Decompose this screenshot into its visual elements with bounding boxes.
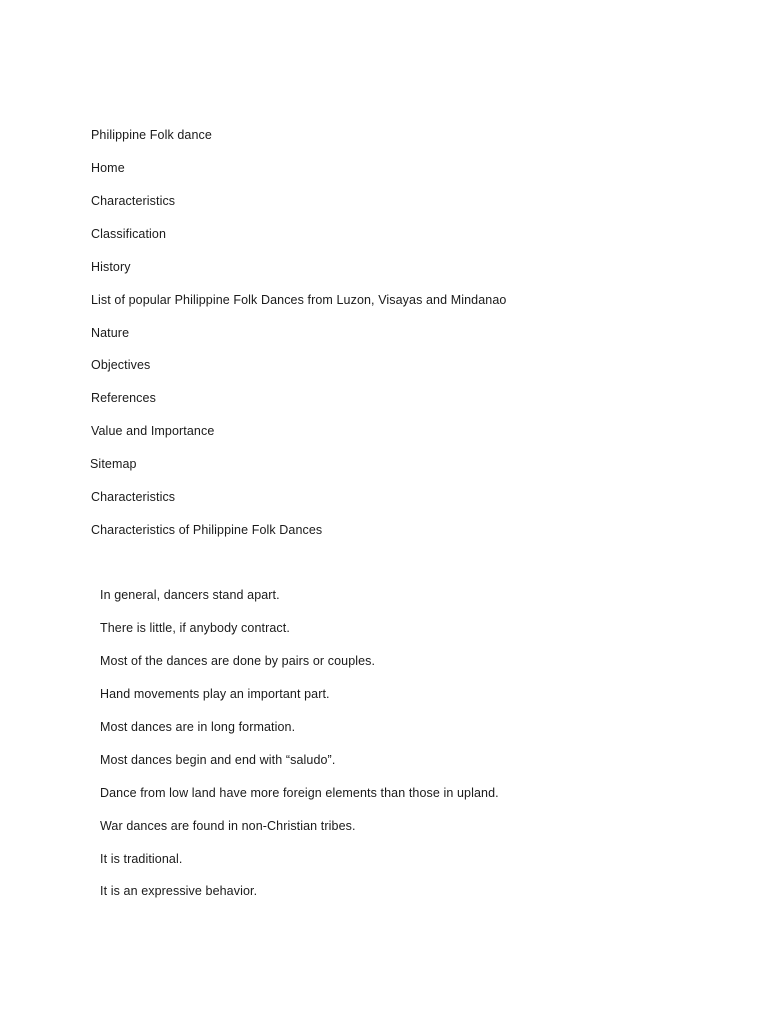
nav-item-classification[interactable]: Classification bbox=[91, 227, 167, 241]
nav-item-references[interactable]: References bbox=[91, 391, 156, 405]
list-item: It is an expressive behavior. bbox=[100, 884, 258, 898]
list-item: In general, dancers stand apart. bbox=[100, 588, 280, 602]
list-item: It is traditional. bbox=[100, 852, 183, 866]
nav-item-list-of-dances[interactable]: List of popular Philippine Folk Dances from Luzon, Visayas and Mindanao bbox=[91, 293, 507, 307]
list-item: Most of the dances are done by pairs or couples. bbox=[100, 654, 376, 668]
list-item: Most dances begin and end with “saludo”. bbox=[100, 753, 336, 767]
nav-item-objectives[interactable]: Objectives bbox=[91, 358, 151, 372]
list-item: Dance from low land have more foreign elements than those in upland. bbox=[100, 786, 499, 800]
list-item: Hand movements play an important part. bbox=[100, 687, 330, 701]
section-heading: Characteristics of Philippine Folk Dances bbox=[91, 523, 323, 537]
site-title: Philippine Folk dance bbox=[91, 128, 212, 142]
nav-item-home[interactable]: Home bbox=[91, 161, 125, 175]
nav-item-nature[interactable]: Nature bbox=[91, 326, 130, 340]
nav-item-characteristics[interactable]: Characteristics bbox=[91, 194, 176, 208]
nav-item-value-and-importance[interactable]: Value and Importance bbox=[91, 424, 215, 438]
list-item: War dances are found in non-Christian tribes. bbox=[100, 819, 356, 833]
page-title: Characteristics bbox=[91, 490, 176, 504]
list-item: Most dances are in long formation. bbox=[100, 720, 296, 734]
nav-item-history[interactable]: History bbox=[91, 260, 131, 274]
list-item: There is little, if anybody contract. bbox=[100, 621, 290, 635]
nav-item-sitemap[interactable]: Sitemap bbox=[90, 457, 137, 471]
